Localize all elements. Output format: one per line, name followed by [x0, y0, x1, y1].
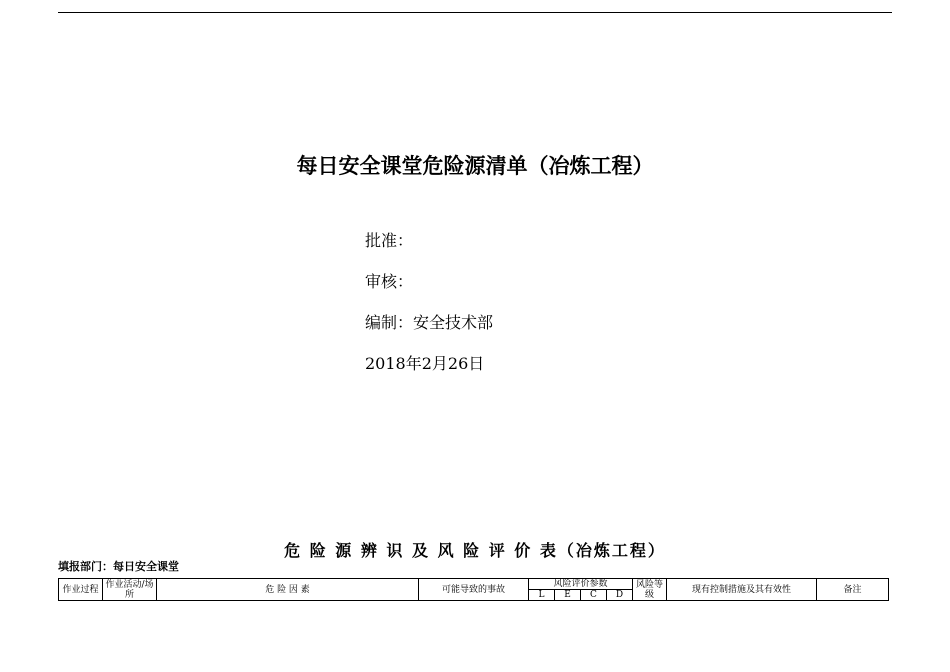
approve-line: 批准：	[365, 231, 414, 250]
section-title: 危 险 源 辨 识 及 风 险 评 价 表（冶炼工程）	[284, 541, 666, 560]
header-controls: 现有控制措施及其有效性	[667, 579, 817, 601]
top-rule	[58, 12, 892, 13]
prepared-line: 编制：安全技术部	[365, 313, 494, 332]
header-param-l: L	[529, 590, 555, 601]
risk-table	[58, 578, 889, 601]
header-hazard: 危 险 因 素	[157, 579, 419, 601]
header-param-c: C	[581, 590, 607, 601]
header-param-e: E	[555, 590, 581, 601]
header-activity: 作业活动/场所	[103, 579, 157, 601]
header-remarks: 备注	[817, 579, 889, 601]
header-process: 作业过程	[59, 579, 103, 601]
document-title: 每日安全课堂危险源清单（冶炼工程）	[296, 154, 654, 178]
header-level: 风险等级	[633, 579, 667, 601]
header-accident: 可能导致的事故	[419, 579, 529, 601]
date-line: 2018年2月26日	[365, 354, 485, 373]
header-params: 风险评价参数	[529, 579, 633, 590]
review-line: 审核：	[365, 272, 414, 291]
department-label: 填报部门：每日安全课堂	[58, 560, 179, 573]
header-param-d: D	[607, 590, 633, 601]
